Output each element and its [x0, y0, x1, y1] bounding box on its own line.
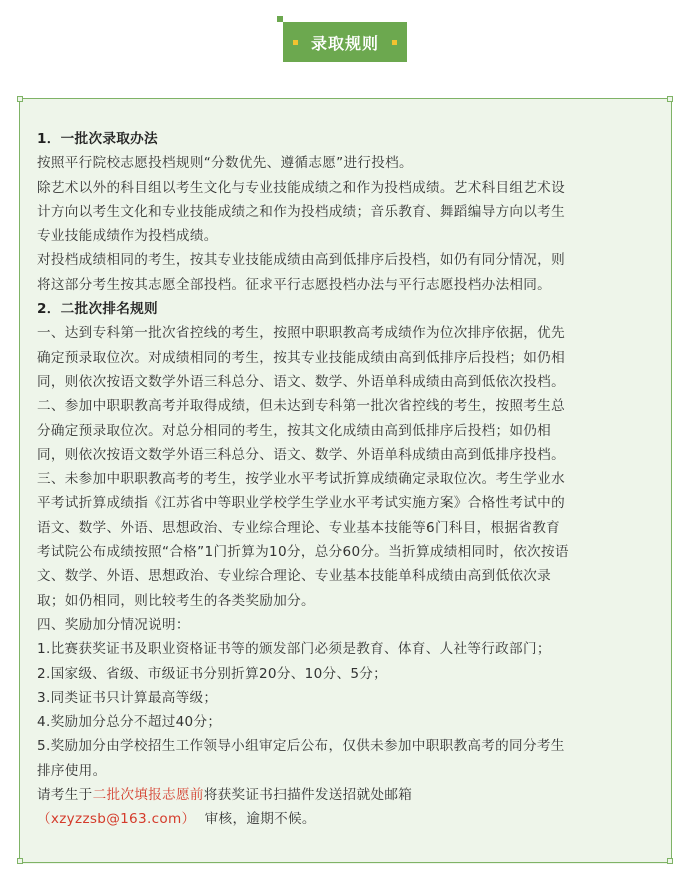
batch2-line-7: 三、未参加中职职教高考的考生，按学业水平考试折算成绩确定录取位次。考生学业水: [37, 471, 565, 488]
batch1-heading: 1．一批次录取办法: [37, 131, 158, 147]
notice-prefix: 请考生于: [37, 787, 93, 804]
batch2-line-6: 同，则依次按语文数学外语三科总分、语文、数学、外语单科成绩由高到低排序投档。: [37, 446, 565, 463]
panel-border-top: [21, 98, 670, 99]
batch2-line-5: 分确定预录取位次。对总分相同的考生，按其文化成绩由高到低排序后投档；如仍相: [37, 422, 552, 439]
batch2-line-11: 文、数学、外语、思想政治、专业综合理论、专业基本技能单科成绩由高到低依次录: [37, 568, 552, 585]
title-left-dot: [293, 40, 298, 45]
email-line: [37, 807, 657, 831]
notice-highlight: 二批次填报志愿前: [92, 787, 204, 804]
panel-corner-bottom-left: [17, 858, 23, 864]
email-open-paren: （: [37, 811, 51, 828]
bonus-heading: 四、奖励加分情况说明：: [37, 616, 190, 633]
batch2-line-4: 二、参加中职职教高考并取得成绩，但未达到专科第一批次省控线的考生，按照考生总: [37, 398, 565, 415]
bonus-item-2: 2.国家级、省级、市级证书分别折算20分、10分、5分；: [37, 665, 388, 682]
title-badge-box: [283, 22, 407, 62]
bonus-item-4: 4.奖励加分总分不超过40分；: [37, 714, 222, 731]
section-title: 录取规则: [310, 33, 379, 53]
panel-border-bottom: [21, 862, 670, 863]
batch2-heading: 2．二批次排名规则: [37, 301, 158, 318]
bonus-item-3: 3.同类证书只计算最高等级；: [37, 689, 218, 706]
batch1-line-6: 将这部分考生按其志愿全部投档。征求平行志愿投档办法与平行志愿投档办法相同。: [37, 276, 552, 293]
rules-content: [37, 127, 657, 832]
batch1-line-2: 除艺术以外的科目组以考生文化与专业技能成绩之和作为投档成绩。艺术科目组艺术设: [37, 179, 565, 196]
email-tail: 审核，逾期不候。: [195, 811, 316, 828]
bonus-item-1: 1.比赛获奖证书及职业资格证书等的颁发部门必须是教育、体育、人社等行政部门；: [37, 641, 551, 658]
batch2-line-8: 平考试折算成绩指《江苏省中等职业学校学生学业水平考试实施方案》合格性考试中的: [37, 495, 565, 512]
panel-corner-bottom-right: [667, 858, 673, 864]
batch1-line-1: 按照平行院校志愿投档规则“分数优先、遵循志愿”进行投档。: [37, 155, 413, 172]
batch2-line-10: 考试院公布成绩按照“合格”1门折算为10分，总分60分。当折算成绩相同时，依次按语: [37, 544, 569, 561]
batch1-line-5: 对投档成绩相同的考生，按其专业技能成绩由高到低排序后投档，如仍有同分情况，则: [37, 252, 565, 269]
panel-corner-top-left: [17, 96, 23, 102]
bonus-item-5-cont: 排序使用。: [37, 762, 107, 779]
title-right-dot: [392, 40, 397, 45]
bonus-item-5: 5.奖励加分由学校招生工作领导小组审定后公布，仅供未参加中职职教高考的同分考生: [37, 738, 565, 755]
notice-line: [37, 783, 657, 807]
notice-suffix: 将获奖证书扫描件发送招就处邮箱: [203, 787, 413, 804]
batch2-line-9: 语文、数学、外语、思想政治、专业综合理论、专业基本技能等6门科目，根据省教育: [37, 519, 561, 536]
panel-border-right: [671, 100, 672, 860]
email-address: xzyzzsb@163.com: [50, 811, 182, 828]
email-close-paren: ）: [181, 811, 196, 828]
batch2-line-1: 一、达到专科第一批次省控线的考生，按照中职职教高考成绩作为位次排序依据，优先: [37, 325, 565, 342]
section-title-badge: [283, 22, 407, 62]
batch2-line-12: 取；如仍相同，则比较考生的各类奖励加分。: [37, 592, 315, 609]
batch2-line-2: 确定预录取位次。对成绩相同的考生，按其专业技能成绩由高到低排序后投档；如仍相: [37, 349, 565, 366]
panel-corner-top-right: [667, 96, 673, 102]
panel-border-left: [19, 100, 20, 860]
batch1-line-4: 专业技能成绩作为投档成绩。: [37, 228, 218, 245]
batch1-line-3: 计方向以考生文化和专业技能成绩之和作为投档成绩；音乐教育、舞蹈编导方向以考生: [37, 203, 565, 220]
batch2-line-3: 同，则依次按语文数学外语三科总分、语文、数学、外语单科成绩由高到低依次投档。: [37, 373, 565, 390]
